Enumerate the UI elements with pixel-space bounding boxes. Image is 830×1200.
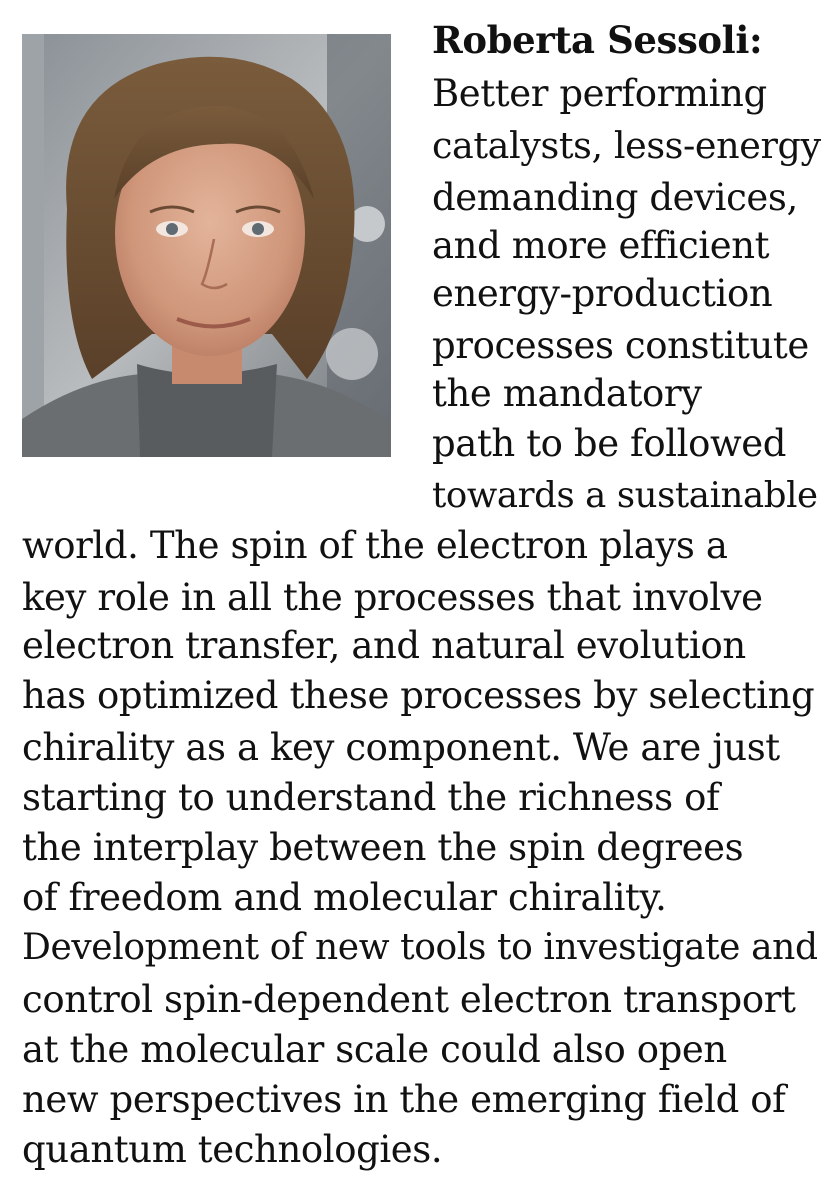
quote-line: demanding devices,	[432, 176, 798, 219]
quote-line: catalysts, less-energy	[432, 124, 821, 167]
quote-line: new perspectives in the emerging field of	[22, 1078, 786, 1121]
quote-line: starting to understand the richness of	[22, 776, 720, 819]
quote-line: quantum technologies.	[22, 1128, 443, 1171]
quote-line: Better performing	[432, 72, 767, 115]
quote-line: processes constitute	[432, 324, 809, 367]
quote-line: the mandatory	[432, 372, 702, 415]
quote-line: control spin-dependent electron transport	[22, 978, 796, 1021]
quote-line: key role in all the processes that involve	[22, 576, 763, 619]
quote-line: has optimized these processes by selecting	[22, 674, 815, 717]
quote-line: world. The spin of the electron plays a	[22, 524, 728, 567]
quote-line: the interplay between the spin degrees	[22, 826, 744, 869]
quote-line: path to be followed	[432, 422, 787, 465]
quote-line: of freedom and molecular chirality.	[22, 876, 667, 919]
author-name: Roberta Sessoli:	[432, 18, 763, 62]
quote-line: towards a sustainable	[432, 475, 818, 516]
portrait-photo	[22, 34, 391, 457]
quote-line: electron transfer, and natural evolution	[22, 624, 746, 667]
quote-line: at the molecular scale could also open	[22, 1028, 727, 1071]
quote-line: chirality as a key component. We are just	[22, 726, 780, 769]
quote-line: Development of new tools to investigate and	[22, 927, 818, 968]
quote-line: and more efficient	[432, 224, 770, 267]
quote-line: energy-production	[432, 272, 773, 315]
